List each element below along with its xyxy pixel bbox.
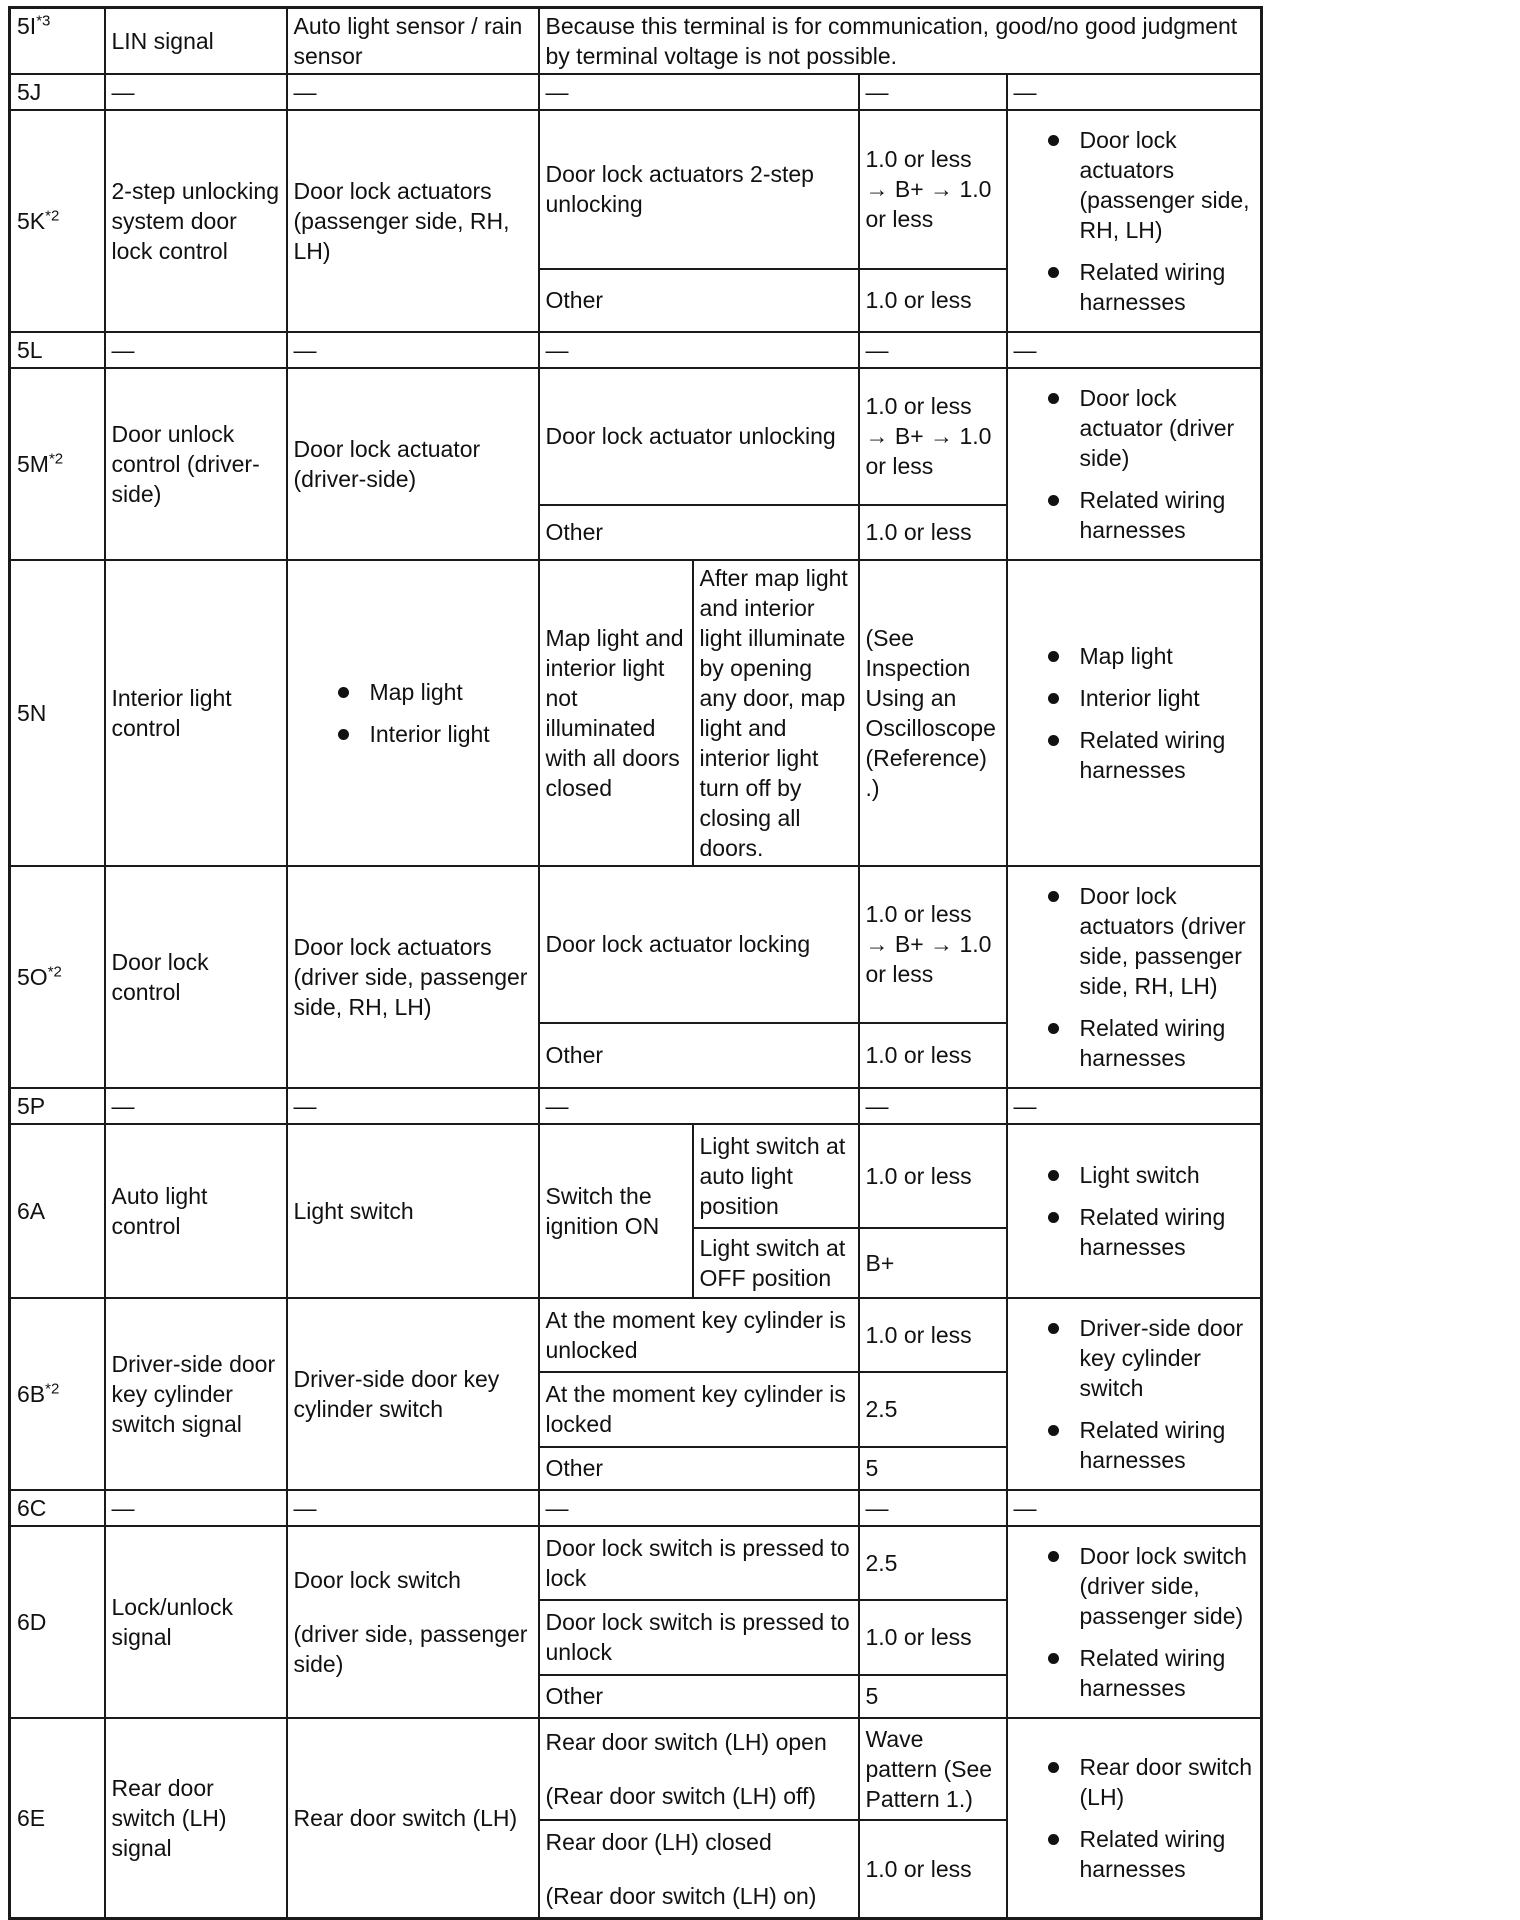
inspection-item: Rear door switch (LH) bbox=[1014, 1752, 1255, 1812]
note-cell: Because this terminal is for communication, good/no good judgment by terminal voltage is not possible. bbox=[539, 8, 1262, 75]
description-cell: LIN signal bbox=[105, 8, 287, 75]
dash-cell: — bbox=[539, 74, 859, 110]
terminal-cell: 5L bbox=[10, 332, 105, 368]
inspection-cell bbox=[1007, 1718, 1262, 1918]
inspection-item: Driver-side door key cylinder switch bbox=[1014, 1313, 1255, 1403]
inspection-item: Interior light bbox=[1014, 683, 1255, 713]
description-cell: Interior light control bbox=[105, 560, 287, 866]
voltage-cell: 2.5 bbox=[859, 1372, 1007, 1446]
description-cell: Door unlock control (driver-side) bbox=[105, 368, 287, 560]
voltage-cell: (See Inspection Using an Oscilloscope (Reference) .) bbox=[859, 560, 1007, 866]
inspection-cell bbox=[1007, 368, 1262, 560]
voltage-cell: 1.0 or less bbox=[859, 1820, 1007, 1918]
terminal-cell: 5P bbox=[10, 1088, 105, 1124]
inspection-item: Related wiring harnesses bbox=[1014, 1415, 1255, 1475]
inspection-cell bbox=[1007, 560, 1262, 866]
voltage-cell: 1.0 or less bbox=[859, 505, 1007, 560]
inspection-item: Door lock switch (driver side, passenger side) bbox=[1014, 1541, 1255, 1631]
inspection-item: Door lock actuators (passenger side, RH, LH) bbox=[1014, 125, 1255, 245]
table-row bbox=[10, 332, 1262, 368]
connected-to-cell bbox=[287, 560, 539, 866]
description-cell: 2-step unlocking system door lock control bbox=[105, 110, 287, 332]
dash-cell: — bbox=[287, 1088, 539, 1124]
voltage-cell: 5 bbox=[859, 1447, 1007, 1490]
connected-line: (driver side, passenger side) bbox=[293, 1621, 528, 1677]
dash-cell: — bbox=[1007, 332, 1262, 368]
table-row bbox=[10, 1124, 1262, 1228]
table-row bbox=[10, 110, 1262, 269]
connected-to-cell: Door lock actuators (passenger side, RH, LH) bbox=[287, 110, 539, 332]
inspection-item: Related wiring harnesses bbox=[1014, 257, 1255, 317]
terminal-cell: 6C bbox=[10, 1490, 105, 1526]
voltage-cell: 1.0 or less bbox=[859, 1298, 1007, 1372]
inspection-item: Related wiring harnesses bbox=[1014, 1013, 1255, 1073]
table-row bbox=[10, 8, 1262, 75]
table-row bbox=[10, 1526, 1262, 1600]
table-row bbox=[10, 1298, 1262, 1372]
voltage-cell: 2.5 bbox=[859, 1526, 1007, 1600]
table-row bbox=[10, 1088, 1262, 1124]
condition-cell: Door lock actuators 2-step unlocking bbox=[539, 110, 859, 269]
inspection-item: Related wiring harnesses bbox=[1014, 1824, 1255, 1884]
dash-cell: — bbox=[539, 1088, 859, 1124]
condition-cell bbox=[539, 1820, 859, 1918]
document-page bbox=[8, 6, 1263, 1920]
connected-item: Map light bbox=[294, 677, 532, 707]
voltage-cell: B+ bbox=[859, 1228, 1007, 1298]
voltage-cell: 1.0 or less bbox=[859, 269, 1007, 332]
inspection-item: Related wiring harnesses bbox=[1014, 725, 1255, 785]
dash-cell: — bbox=[287, 332, 539, 368]
condition-line: Rear door switch (LH) open bbox=[545, 1729, 827, 1755]
table-row bbox=[10, 560, 1262, 866]
condition-cell: Door lock actuator unlocking bbox=[539, 368, 859, 505]
table-row bbox=[10, 74, 1262, 110]
condition-cell: Door lock switch is pressed to unlock bbox=[539, 1600, 859, 1674]
table-row bbox=[10, 866, 1262, 1023]
connected-to-cell: Driver-side door key cylinder switch bbox=[287, 1298, 539, 1490]
terminal-cell: 6D bbox=[10, 1526, 105, 1718]
condition-line: (Rear door switch (LH) on) bbox=[545, 1882, 817, 1909]
terminal-cell: $5I^{*3}$ bbox=[10, 8, 105, 75]
condition-cell: Other bbox=[539, 1675, 859, 1718]
condition-cell: Other bbox=[539, 269, 859, 332]
inspection-cell bbox=[1007, 110, 1262, 332]
inspection-cell bbox=[1007, 1298, 1262, 1490]
connected-to-cell: Light switch bbox=[287, 1124, 539, 1298]
condition-cell: Door lock switch is pressed to lock bbox=[539, 1526, 859, 1600]
voltage-cell: Wave pattern (See Pattern 1.) bbox=[859, 1718, 1007, 1820]
connected-item: Interior light bbox=[294, 719, 532, 749]
inspection-item: Door lock actuator (driver side) bbox=[1014, 383, 1255, 473]
sub-condition-cell: After map light and interior light illuminate by opening any door, map light and interior light turn off by closing all doors. bbox=[693, 560, 859, 866]
inspection-item: Map light bbox=[1014, 641, 1255, 671]
connected-to-cell: Auto light sensor / rain sensor bbox=[287, 8, 539, 75]
connected-line: Door lock switch bbox=[293, 1567, 461, 1593]
dash-cell: — bbox=[859, 1490, 1007, 1526]
dash-cell: — bbox=[287, 1490, 539, 1526]
condition-cell: Map light and interior light not illuminated with all doors closed bbox=[539, 560, 693, 866]
connected-to-cell: Door lock actuators (driver side, passenger side, RH, LH) bbox=[287, 866, 539, 1088]
description-cell: Auto light control bbox=[105, 1124, 287, 1298]
voltage-cell: 1.0 or less → B+ → 1.0 or less bbox=[859, 368, 1007, 505]
terminal-cell: 6E bbox=[10, 1718, 105, 1918]
voltage-cell: 1.0 or less bbox=[859, 1023, 1007, 1088]
condition-cell: Other bbox=[539, 505, 859, 560]
sub-condition-cell: Light switch at auto light position bbox=[693, 1124, 859, 1228]
terminal-cell: 6A bbox=[10, 1124, 105, 1298]
voltage-cell: 1.0 or less → B+ → 1.0 or less bbox=[859, 866, 1007, 1023]
inspection-cell bbox=[1007, 1526, 1262, 1718]
condition-cell: Other bbox=[539, 1023, 859, 1088]
dash-cell: — bbox=[859, 332, 1007, 368]
condition-cell: Other bbox=[539, 1447, 859, 1490]
dash-cell: — bbox=[287, 74, 539, 110]
description-cell: Door lock control bbox=[105, 866, 287, 1088]
description-cell: Driver-side door key cylinder switch signal bbox=[105, 1298, 287, 1490]
terminal-spec-table bbox=[8, 6, 1263, 1920]
dash-cell: — bbox=[1007, 1490, 1262, 1526]
connected-to-cell bbox=[287, 1526, 539, 1718]
voltage-cell: 1.0 or less bbox=[859, 1124, 1007, 1228]
terminal-cell: $5O^{*2}$ bbox=[10, 866, 105, 1088]
condition-cell: Door lock actuator locking bbox=[539, 866, 859, 1023]
condition-cell bbox=[539, 1718, 859, 1820]
inspection-item: Light switch bbox=[1014, 1160, 1255, 1190]
table-row bbox=[10, 1718, 1262, 1820]
terminal-cell: $5K^{*2}$ bbox=[10, 110, 105, 332]
description-cell: Lock/unlock signal bbox=[105, 1526, 287, 1718]
terminal-cell: $5M^{*2}$ bbox=[10, 368, 105, 560]
condition-line: (Rear door switch (LH) off) bbox=[545, 1783, 817, 1809]
description-cell: Rear door switch (LH) signal bbox=[105, 1718, 287, 1918]
terminal-cell: 5J bbox=[10, 74, 105, 110]
sub-condition-cell: Light switch at OFF position bbox=[693, 1228, 859, 1298]
inspection-item: Related wiring harnesses bbox=[1014, 485, 1255, 545]
terminal-cell: 5N bbox=[10, 560, 105, 866]
dash-cell: — bbox=[1007, 1088, 1262, 1124]
dash-cell: — bbox=[859, 74, 1007, 110]
inspection-item: Related wiring harnesses bbox=[1014, 1202, 1255, 1262]
condition-cell: At the moment key cylinder is unlocked bbox=[539, 1298, 859, 1372]
terminal-cell: $6B^{*2}$ bbox=[10, 1298, 105, 1490]
dash-cell: — bbox=[539, 1490, 859, 1526]
inspection-cell bbox=[1007, 866, 1262, 1088]
dash-cell: — bbox=[859, 1088, 1007, 1124]
table-row bbox=[10, 1490, 1262, 1526]
inspection-item: Door lock actuators (driver side, passenger side, RH, LH) bbox=[1014, 881, 1255, 1001]
connected-to-cell: Door lock actuator (driver-side) bbox=[287, 368, 539, 560]
dash-cell: — bbox=[539, 332, 859, 368]
dash-cell: — bbox=[105, 332, 287, 368]
connected-to-cell: Rear door switch (LH) bbox=[287, 1718, 539, 1918]
voltage-cell: 1.0 or less → B+ → 1.0 or less bbox=[859, 110, 1007, 269]
dash-cell: — bbox=[1007, 74, 1262, 110]
dash-cell: — bbox=[105, 1088, 287, 1124]
voltage-cell: 5 bbox=[859, 1675, 1007, 1718]
condition-line: Rear door (LH) closed bbox=[545, 1828, 772, 1855]
dash-cell: — bbox=[105, 74, 287, 110]
voltage-cell: 1.0 or less bbox=[859, 1600, 1007, 1674]
dash-cell: — bbox=[105, 1490, 287, 1526]
table-row bbox=[10, 368, 1262, 505]
condition-cell: At the moment key cylinder is locked bbox=[539, 1372, 859, 1446]
inspection-cell bbox=[1007, 1124, 1262, 1298]
condition-cell: Switch the ignition ON bbox=[539, 1124, 693, 1298]
inspection-item: Related wiring harnesses bbox=[1014, 1643, 1255, 1703]
